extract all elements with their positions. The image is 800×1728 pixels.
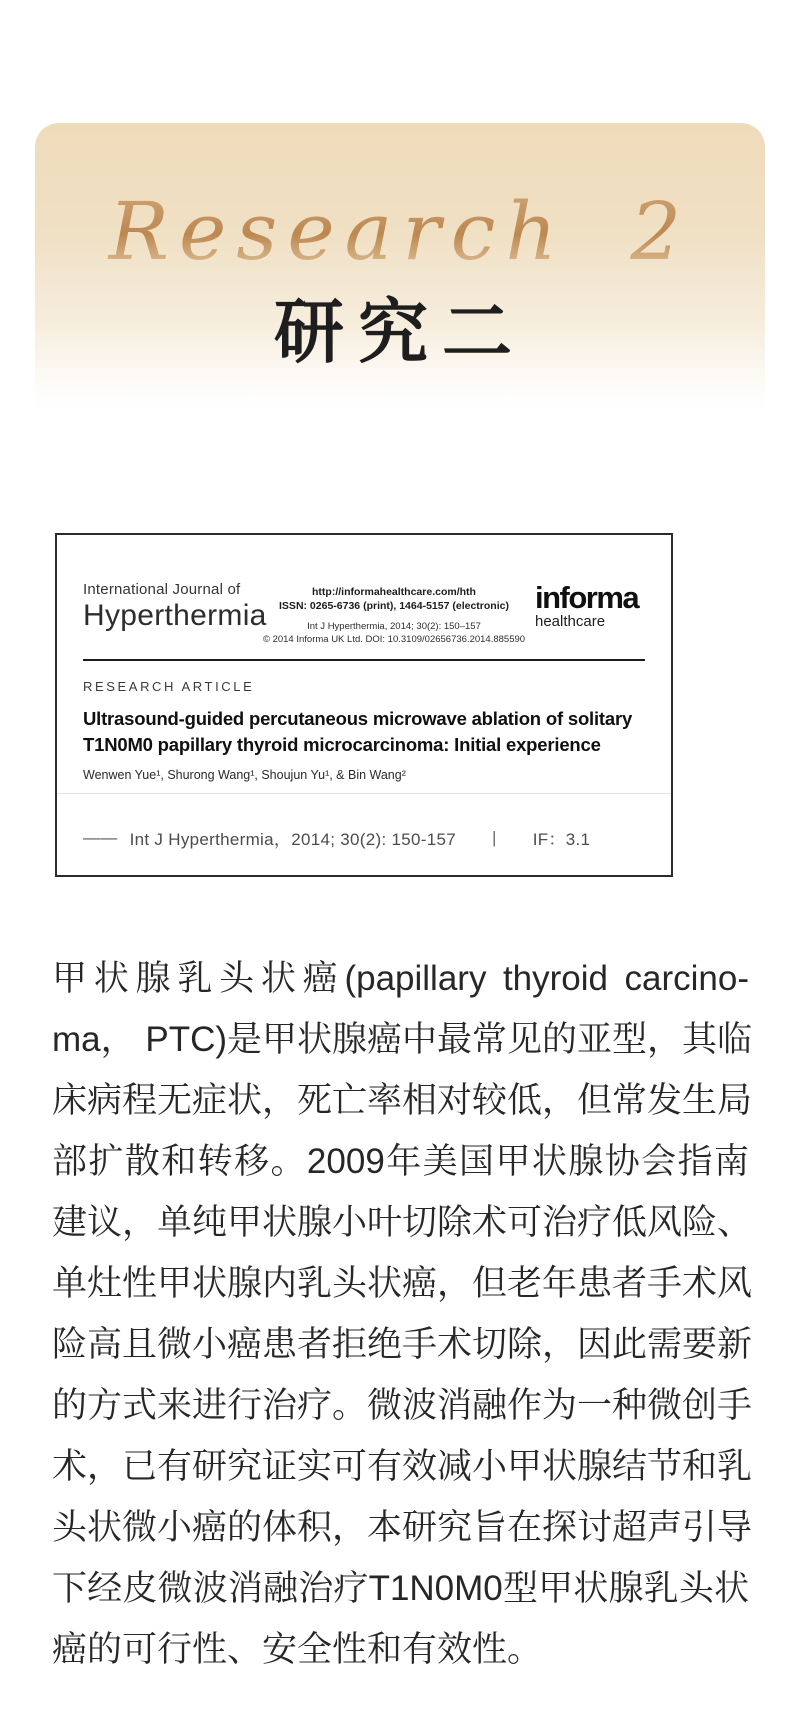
journal-url: http://informahealthcare.com/hth bbox=[312, 586, 476, 598]
citation-separator: | bbox=[491, 827, 497, 847]
article-title bbox=[83, 706, 645, 758]
journal-logotype bbox=[83, 581, 267, 633]
journal-name-line2: Hyperthermia bbox=[83, 599, 267, 632]
article-type-label: RESEARCH ARTICLE bbox=[83, 679, 255, 694]
publisher-division: healthcare bbox=[534, 613, 606, 630]
publisher-name: informa bbox=[534, 580, 639, 615]
masthead-rule bbox=[83, 659, 645, 661]
authors-divider bbox=[57, 793, 671, 794]
body-line: 癌的可行性、安全性和有效性。 bbox=[52, 1630, 543, 1669]
body-line: 部扩散和转移。2009年美国甲状腺协会指南 bbox=[52, 1142, 749, 1181]
section-title-english: Research 2 bbox=[0, 182, 800, 282]
body-line: 床病程无症状，死亡率相对较低，但常发生局 bbox=[52, 1081, 753, 1120]
journal-copyright-doi: © 2014 Informa UK Ltd. DOI: 10.3109/02656736.2014.885590 bbox=[262, 634, 526, 645]
journal-issn: ISSN: 0265-6736 (print), 1464-5157 (electronic) bbox=[279, 600, 509, 612]
body-line: 头状微小癌的体积，本研究旨在探讨超声引导 bbox=[52, 1508, 753, 1547]
body-line: 术，已有研究证实可有效减小甲状腺结节和乳 bbox=[52, 1447, 753, 1486]
body-line: 险高且微小癌患者拒绝手术切除，因此需要新 bbox=[52, 1325, 753, 1364]
body-line: ma， PTC)是甲状腺癌中最常见的亚型，其临 bbox=[52, 1020, 753, 1059]
authors-line: Wenwen Yue¹, Shurong Wang¹, Shoujun Yu¹, & Bin Wang² bbox=[83, 768, 406, 782]
journal-meta-block bbox=[263, 581, 525, 646]
section-title-chinese: 研究二 bbox=[274, 290, 526, 373]
body-paragraph bbox=[52, 948, 753, 1680]
body-line: 建议，单纯甲状腺小叶切除术可治疗低风险、 bbox=[52, 1203, 753, 1242]
publisher-logo bbox=[535, 581, 645, 630]
journal-name-line1: International Journal of bbox=[83, 581, 241, 598]
article-title-line1: Ultrasound-guided percutaneous microwave ablation of solitary bbox=[83, 708, 633, 729]
citation-bar bbox=[83, 825, 645, 850]
impact-factor: IF：3.1 bbox=[532, 830, 591, 849]
body-line: 的方式来进行治疗。微波消融作为一种微创手 bbox=[52, 1386, 753, 1425]
citation-dash: —— bbox=[83, 827, 118, 847]
meta-spacer bbox=[263, 613, 525, 620]
body-line: 单灶性甲状腺内乳头状癌，但老年患者手术风 bbox=[52, 1264, 753, 1303]
journal-reference: Int J Hyperthermia, 2014; 30(2): 150–157 bbox=[307, 621, 481, 632]
citation-reference: Int J Hyperthermia，2014; 30(2): 150-157 bbox=[129, 830, 456, 849]
article-title-line2: T1N0M0 papillary thyroid microcarcinoma: Initial experience bbox=[83, 734, 601, 755]
body-line: 甲状腺乳头状癌(papillary thyroid carcino- bbox=[52, 959, 749, 998]
journal-header-card bbox=[55, 533, 673, 877]
journal-masthead bbox=[83, 581, 645, 646]
body-line: 下经皮微波消融治疗T1N0M0型甲状腺乳头状 bbox=[52, 1569, 749, 1608]
